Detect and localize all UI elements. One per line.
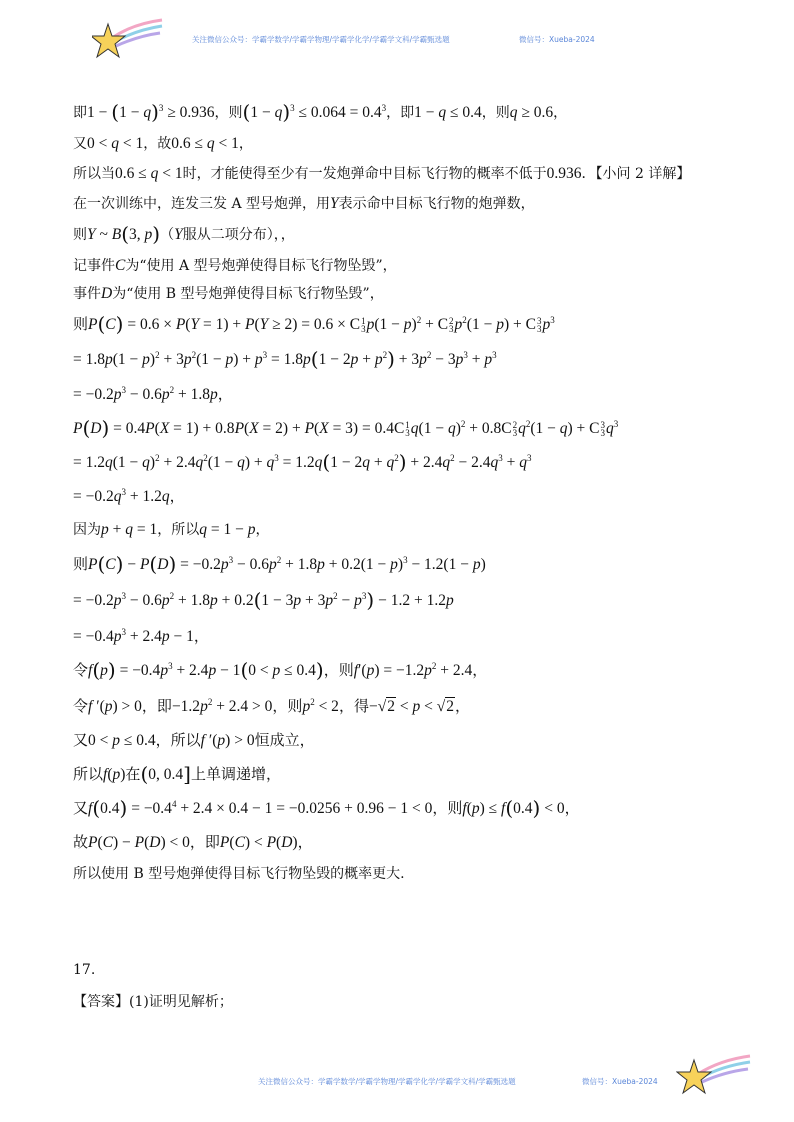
header-wechat: 微信号：Xueba-2024 bbox=[519, 35, 595, 44]
line-1: 即$1 - (1 - q)^3 \ge 0.936$，则$(1 - q)^3 \le 0.064 = 0.4^3$，即1 − q ≤ 0.4，则q ≥ 0.6， bbox=[73, 100, 568, 124]
line-14: 因为p + q = 1，所以q = 1 − p， bbox=[73, 521, 270, 538]
line-10: = $-0.2p^3 - 0.6p^2 + 1.8p$， bbox=[73, 385, 233, 403]
line-6: 记事件C为“使用 A 型号炮弹使得目标飞行物坠毁”， bbox=[73, 257, 397, 274]
footer-links: 关注微信公众号：学霸学数学/学霸学物理/学霸学化学/学霸学文科/学霸甄选题 bbox=[258, 1077, 516, 1086]
line-2: 又0 < q < 1，故0.6 ≤ q < 1， bbox=[73, 135, 253, 152]
answer-line: 【答案】(1)证明见解析； bbox=[73, 994, 233, 1010]
line-23: 故P(C) − P(D) < 0，即P(C) < P(D)， bbox=[73, 833, 313, 851]
line-12: = $1.2q(1 - q)^2 + 2.4q^2(1 - q) + q^3 = 1.2q(1 - 2q + q^2) + 2.4q^2 - 2.4q^3 + q^3$ bbox=[73, 450, 532, 474]
line-5: 则Y ~ B(3, p)（Y服从二项分布），， bbox=[73, 222, 295, 246]
line-19: 令f ′(p) > 0，即$-1.2p^2 + 2.4 > 0$，则$p^2 < 2$，得−√2 < p < √2， bbox=[73, 697, 470, 715]
line-4: 在一次训练中，连发三发 A 型号炮弹，用Y表示命中目标飞行物的炮弹数， bbox=[73, 195, 535, 212]
line-8: 则P(C) = 0.6 × P(Y = 1) + P(Y ≥ 2) = 0.6 × C 1 3 $p(1 - p)^2 + C$ 2 3 $p^2(1 - p) + C$ 3 3 $p^3$ bbox=[73, 312, 555, 336]
line-9: = $1.8p(1 - p)^2 + 3p^2(1 - p) + p^3 = 1.8p(1 - 2p + p^2) + 3p^2 - 3p^3 + p^3$ bbox=[73, 347, 497, 371]
line-15: 则$P(C) - P(D) = -0.2p^3 - 0.6p^2 + 1.8p + 0.2(1 - p)^3 - 1.2(1 - p)$ bbox=[73, 552, 486, 576]
line-22: 又$f(0.4) = -0.4^4 + 2.4 \times 0.4 - 1 = -0.0256 + 0.96 - 1 < 0$，则f(p) ≤ f(0.4) < 0， bbox=[73, 796, 580, 820]
shooting-star-logo-icon bbox=[676, 1048, 752, 1098]
line-24: 所以使用 B 型号炮弹使得目标飞行物坠毁的概率更大. bbox=[73, 866, 405, 882]
footer-wechat: 微信号：Xueba-2024 bbox=[582, 1077, 658, 1086]
line-17: = $-0.4p^3 + 2.4p - 1$， bbox=[73, 627, 209, 645]
page-header bbox=[0, 0, 794, 80]
question-number: 17. bbox=[73, 962, 96, 978]
line-11: P(D) = 0.4P(X = 1) + 0.8P(X = 2) + P(X = 3) = 0.4C 1 3 $q(1 - q)^2 + 0.8C$ 2 3 $q^2(1 - q) + C$ 3 3 $q^3$ bbox=[73, 416, 619, 440]
line-13: = $-0.2q^3 + 1.2q$， bbox=[73, 487, 185, 505]
line-7: 事件D为“使用 B 型号炮弹使得目标飞行物坠毁”， bbox=[73, 285, 384, 302]
line-20: 又0 < p ≤ 0.4，所以f ′(p) > 0恒成立， bbox=[73, 731, 315, 749]
line-18: 令$f(p) = -0.4p^3 + 2.4p - 1(0 < p \le 0.4)$，则$f'(p) = -1.2p^2 + 2.4$， bbox=[73, 658, 488, 682]
line-16: = $-0.2p^3 - 0.6p^2 + 1.8p + 0.2(1 - 3p + 3p^2 - p^3) - 1.2 + 1.2p$ bbox=[73, 588, 454, 612]
header-links: 关注微信公众号：学霸学数学/学霸学物理/学霸学化学/学霸学文科/学霸甄选题 bbox=[192, 35, 450, 44]
shooting-star-logo-icon bbox=[92, 14, 164, 60]
line-21: 所以f(p)在(0, 0.4]上单调递增， bbox=[73, 762, 281, 786]
line-3: 所以当0.6 ≤ q < 1时，才能使得至少有一发炮弹命中目标飞行物的概率不低于0.936．【小问 2 详解】 bbox=[73, 165, 691, 182]
